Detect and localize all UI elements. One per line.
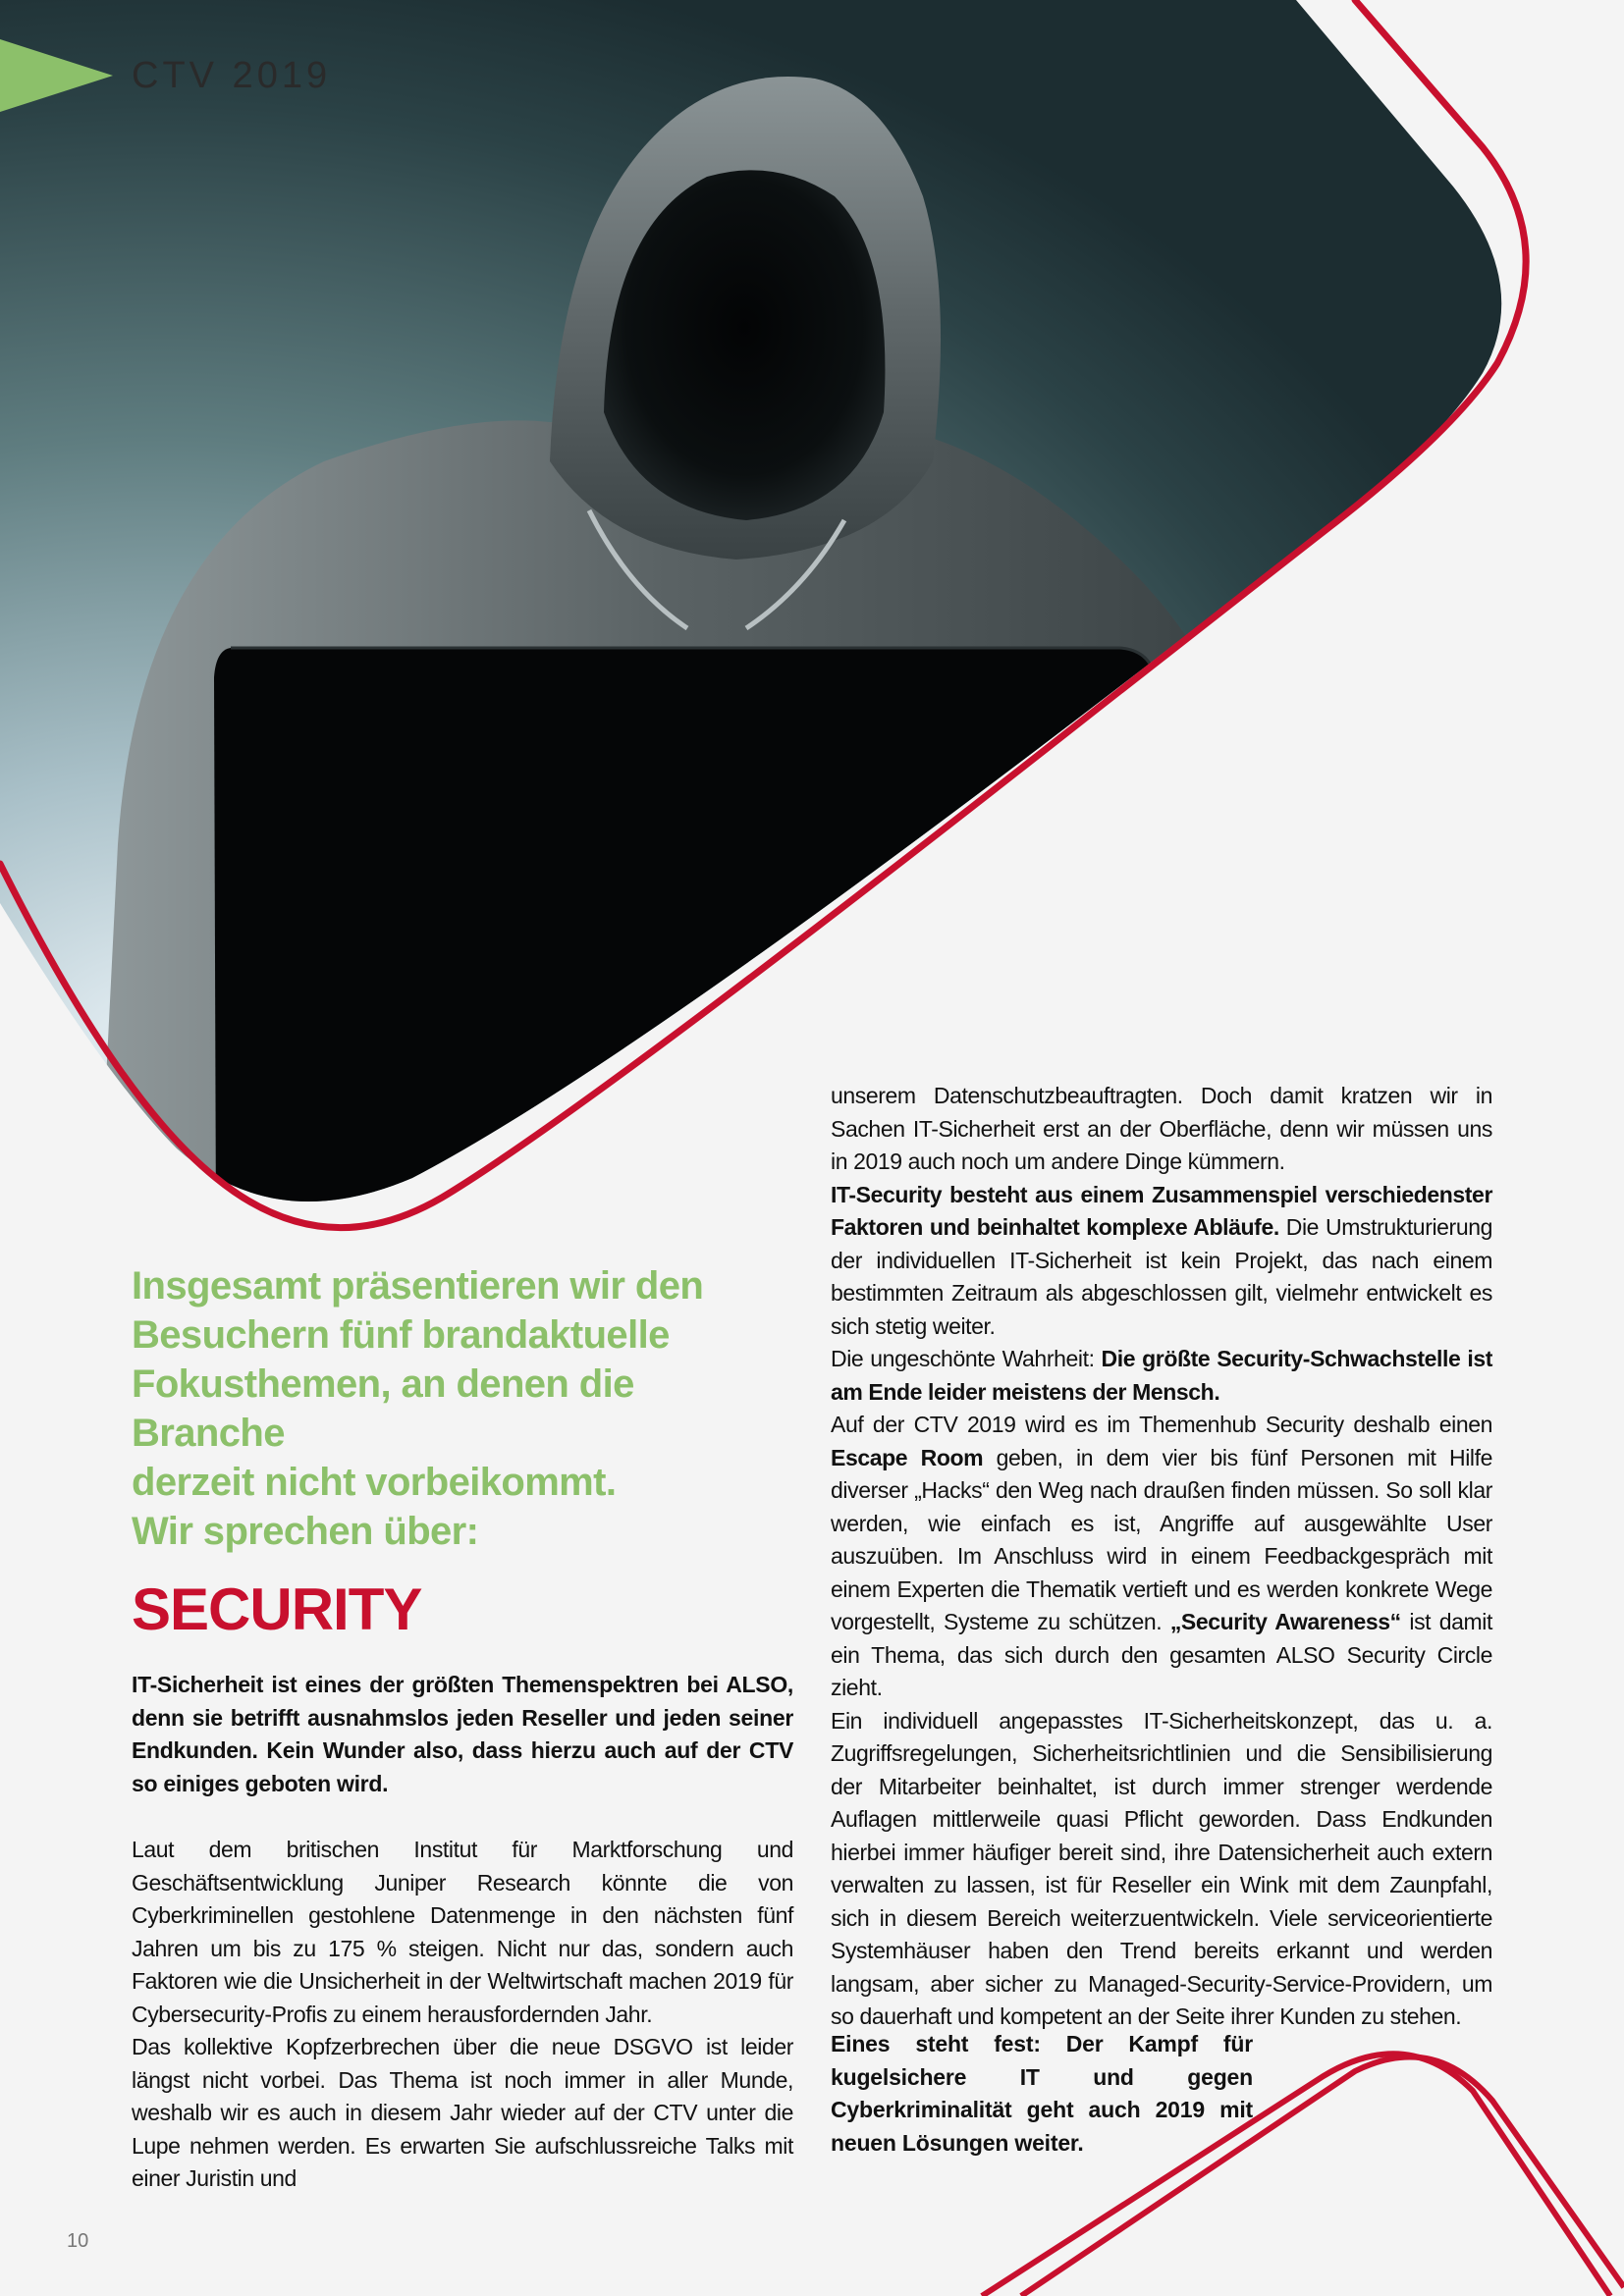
body-text: Die Umstrukturierung der individuellen IT-Sicherheit ist kein Projekt, das nach einem bestimmten Zeitraum als abgeschlossen gilt, vielmehr entwickelt es sich stetig weiter. — [831, 1214, 1492, 1339]
page-number: 10 — [67, 2230, 89, 2252]
emphasis: IT-Security besteht aus einem Zusammenspiel verschiedenster Faktoren und beinhaltet komplexe Abläufe. — [831, 1181, 1492, 1240]
intro-line: Fokusthemen, an denen die Branche — [132, 1362, 634, 1455]
intro-line: Besuchern fünf brandaktuelle — [132, 1313, 670, 1357]
body-paragraph: Ein individuell angepasstes IT-Sicherheitskonzept, das u. a. Zugriffsregelungen, Sicherheitsrichtlinien und die Sensibilisierung der Mitarbeiter beinhaltet, ist durch immer strenger werdende Auflagen mittlerweile quasi Pflicht geworden. Dass Endkunden hierbei immer häufiger bereit sind, ihre Datensicherheit auch extern verwalten zu lassen, ist für Reseller ein Wink mit dem Zaunpfahl, sich in diesem Bereich weiterzuentwickeln. Viele serviceorientierte Systemhäuser haben den Trend bereits erkannt und werden langsam, aber sicher zu Managed-Security-Service-Providern, um so dauerhaft und kompetent an der Seite ihrer Kunden zu stehen. — [831, 1707, 1492, 2029]
emphasis: „Security Awareness“ — [1169, 1609, 1401, 1634]
body-paragraph — [831, 1409, 1492, 1705]
intro-line: derzeit nicht vorbeikommt. — [132, 1461, 617, 1504]
intro-line: Wir sprechen über: — [132, 1510, 479, 1553]
body-column-left — [132, 1834, 793, 2196]
intro-text — [132, 1261, 780, 1556]
lead-paragraph: IT-Sicherheit ist eines der größten Themenspektren bei ALSO, denn sie betrifft ausnahmslos jeden Reseller und jeden seiner Endkunden. Kein Wunder also, dass hierzu auch auf der CTV so einiges geboten wird. — [132, 1672, 793, 1796]
closing-statement: Eines steht fest: Der Kampf für kugelsichere IT und gegen Cyberkriminalität geht auch 2019 mit neuen Lösungen weiter. — [831, 2031, 1253, 2156]
body-paragraph: unserem Datenschutzbeauftragten. Doch damit kratzen wir in Sachen IT-Sicherheit erst an der Oberfläche, denn wir müssen uns in 2019 auch noch um andere Dinge kümmern. — [831, 1083, 1492, 1174]
header-title: CTV 2019 — [132, 55, 332, 96]
body-column-right — [831, 1080, 1492, 2034]
body-paragraph — [831, 1343, 1492, 1409]
intro-line: Insgesamt präsentieren wir den — [132, 1264, 704, 1308]
body-text: ist damit ein Thema, das sich durch den gesamten ALSO Security Circle zieht. — [831, 1609, 1492, 1700]
emphasis: Escape Room — [831, 1444, 984, 1470]
body-paragraph: Laut dem britischen Institut für Marktforschung und Geschäftsentwicklung Juniper Research könnte die von Cyberkriminellen gestohlene Datenmenge in den nächsten fünf Jahren um bis zu 175 % steigen. Nicht nur das, sondern auch Faktoren wie die Unsicherheit in der Weltwirtschaft machen 2019 für Cybersecurity-Profis zu einem herausfordernden Jahr. — [132, 1837, 793, 2027]
body-text: Die ungeschönte Wahrheit: — [831, 1346, 1102, 1371]
emphasis: Die größte Security-Schwachstelle ist am Ende leider meistens der Mensch. — [831, 1346, 1493, 1405]
body-paragraph — [831, 1179, 1492, 1344]
body-text: Auf der CTV 2019 wird es im Themenhub Security deshalb einen — [831, 1412, 1492, 1437]
body-text: geben, in dem vier bis fünf Personen mit Hilfe diverser „Hacks“ den Weg nach draußen finden müssen. So soll klar werden, wie einfach es ist, Angriffe auf ausgewählte User auszuüben. Im Anschluss wird in einem Feedbackgespräch mit einem Experten die Thematik vertieft und es werden konkrete Wege vorgestellt, Systeme zu schützen. — [831, 1444, 1492, 1634]
body-paragraph: Das kollektive Kopfzerbrechen über die neue DSGVO ist leider längst nicht vorbei. Das Thema ist noch immer in aller Munde, weshalb wir es auch in diesem Jahr wieder auf der CTV unter die Lupe nehmen werden. Es erwarten Sie aufschlussreiche Talks mit einer Juristin und — [132, 2034, 793, 2191]
header-arrow-icon — [0, 39, 113, 112]
section-title: SECURITY — [132, 1576, 422, 1642]
